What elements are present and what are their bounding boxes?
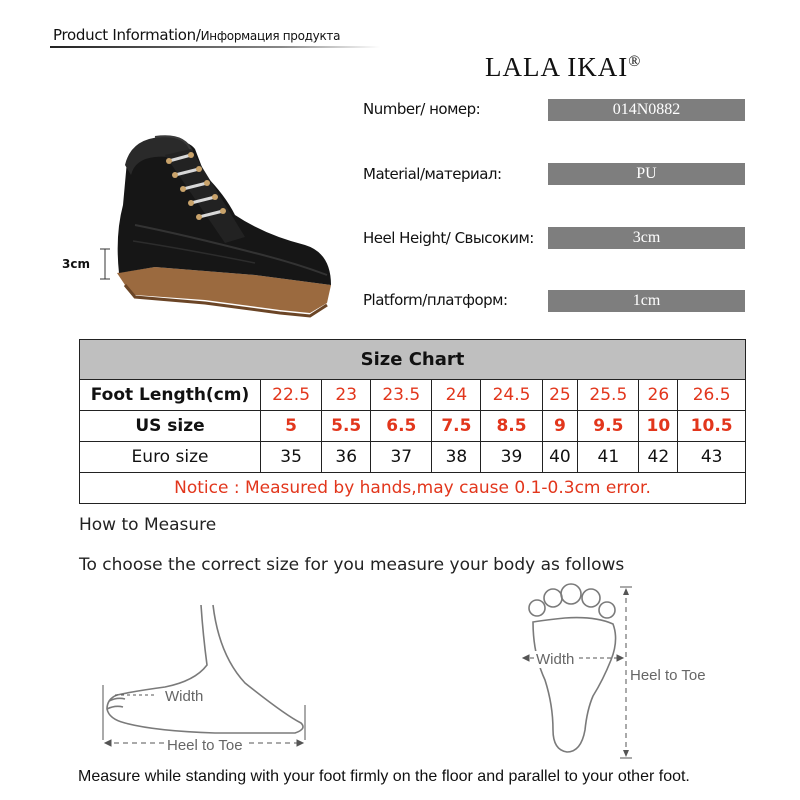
foot-length-label: Foot Length(cm) [80,380,261,411]
spec-number-label: Number/ номер: [363,100,481,118]
euro-size-cell: 39 [481,442,542,473]
measure-heading: How to Measure [79,515,217,535]
spec-material-value: PU [548,163,745,185]
side-heel-to-toe-label: Heel to Toe [167,737,243,754]
spec-heel-height-value: 3cm [548,227,745,249]
top-heel-to-toe-label: Heel to Toe [630,667,706,684]
euro-size-cell: 43 [678,442,746,473]
euro-size-cell: 36 [322,442,371,473]
foot-length-cell: 25.5 [578,380,639,411]
header-divider [50,46,380,48]
euro-size-cell: 38 [432,442,481,473]
black-ankle-boot-icon [95,125,345,335]
spec-platform-value: 1cm [548,290,745,312]
us-size-label: US size [80,411,261,442]
euro-size-cell: 42 [639,442,678,473]
measure-subheading: To choose the correct size for you measure your body as follows [79,555,625,575]
size-chart-table [79,339,746,504]
euro-size-label: Euro size [80,442,261,473]
us-size-cell: 5 [261,411,322,442]
foot-length-row [80,380,746,411]
euro-size-cell: 35 [261,442,322,473]
spec-number-value: 014N0882 [548,99,745,121]
size-chart-notice-row [80,473,746,504]
us-size-cell: 9 [542,411,578,442]
header-title-en: Product Information/ [53,26,201,44]
top-width-label: Width [536,651,575,668]
side-width-label: Width [165,688,204,705]
header-title-ru: Информация продукта [200,29,341,43]
top-foot-outline-icon [529,584,616,752]
euro-size-cell: 40 [542,442,578,473]
size-chart-title: Size Chart [80,340,746,380]
us-size-cell: 5.5 [322,411,371,442]
us-size-cell: 10.5 [678,411,746,442]
foot-length-cell: 25 [542,380,578,411]
foot-length-cell: 26 [639,380,678,411]
us-size-cell: 7.5 [432,411,481,442]
heel-height-dimension-label: 3cm [62,257,90,271]
registered-mark: ® [628,53,642,70]
heel-height-dimension-icon [98,247,112,281]
foot-length-cell: 24 [432,380,481,411]
spec-material-label: Material/материал: [363,165,502,183]
foot-length-cell: 26.5 [678,380,746,411]
us-size-cell: 8.5 [481,411,542,442]
euro-size-cell: 37 [371,442,432,473]
measure-footer-note: Measure while standing with your foot firmly on the floor and parallel to your other foot. [78,768,690,785]
header-title [53,26,340,44]
euro-size-row [80,442,746,473]
spec-platform-label: Platform/платформ: [363,291,508,309]
us-size-row [80,411,746,442]
size-chart-notice: Notice : Measured by hands,may cause 0.1-0.3cm error. [80,473,746,504]
foot-length-cell: 24.5 [481,380,542,411]
foot-length-cell: 23 [322,380,371,411]
foot-length-cell: 23.5 [371,380,432,411]
euro-size-cell: 41 [578,442,639,473]
size-chart-header-row [80,340,746,380]
brand-logo [485,52,641,83]
us-size-cell: 6.5 [371,411,432,442]
us-size-cell: 9.5 [578,411,639,442]
brand-name: LALA IKAI [485,52,629,82]
spec-heel-height-label: Heel Height/ Свысоким: [363,229,534,247]
us-size-cell: 10 [639,411,678,442]
side-foot-outline-icon [107,605,303,733]
foot-length-cell: 22.5 [261,380,322,411]
